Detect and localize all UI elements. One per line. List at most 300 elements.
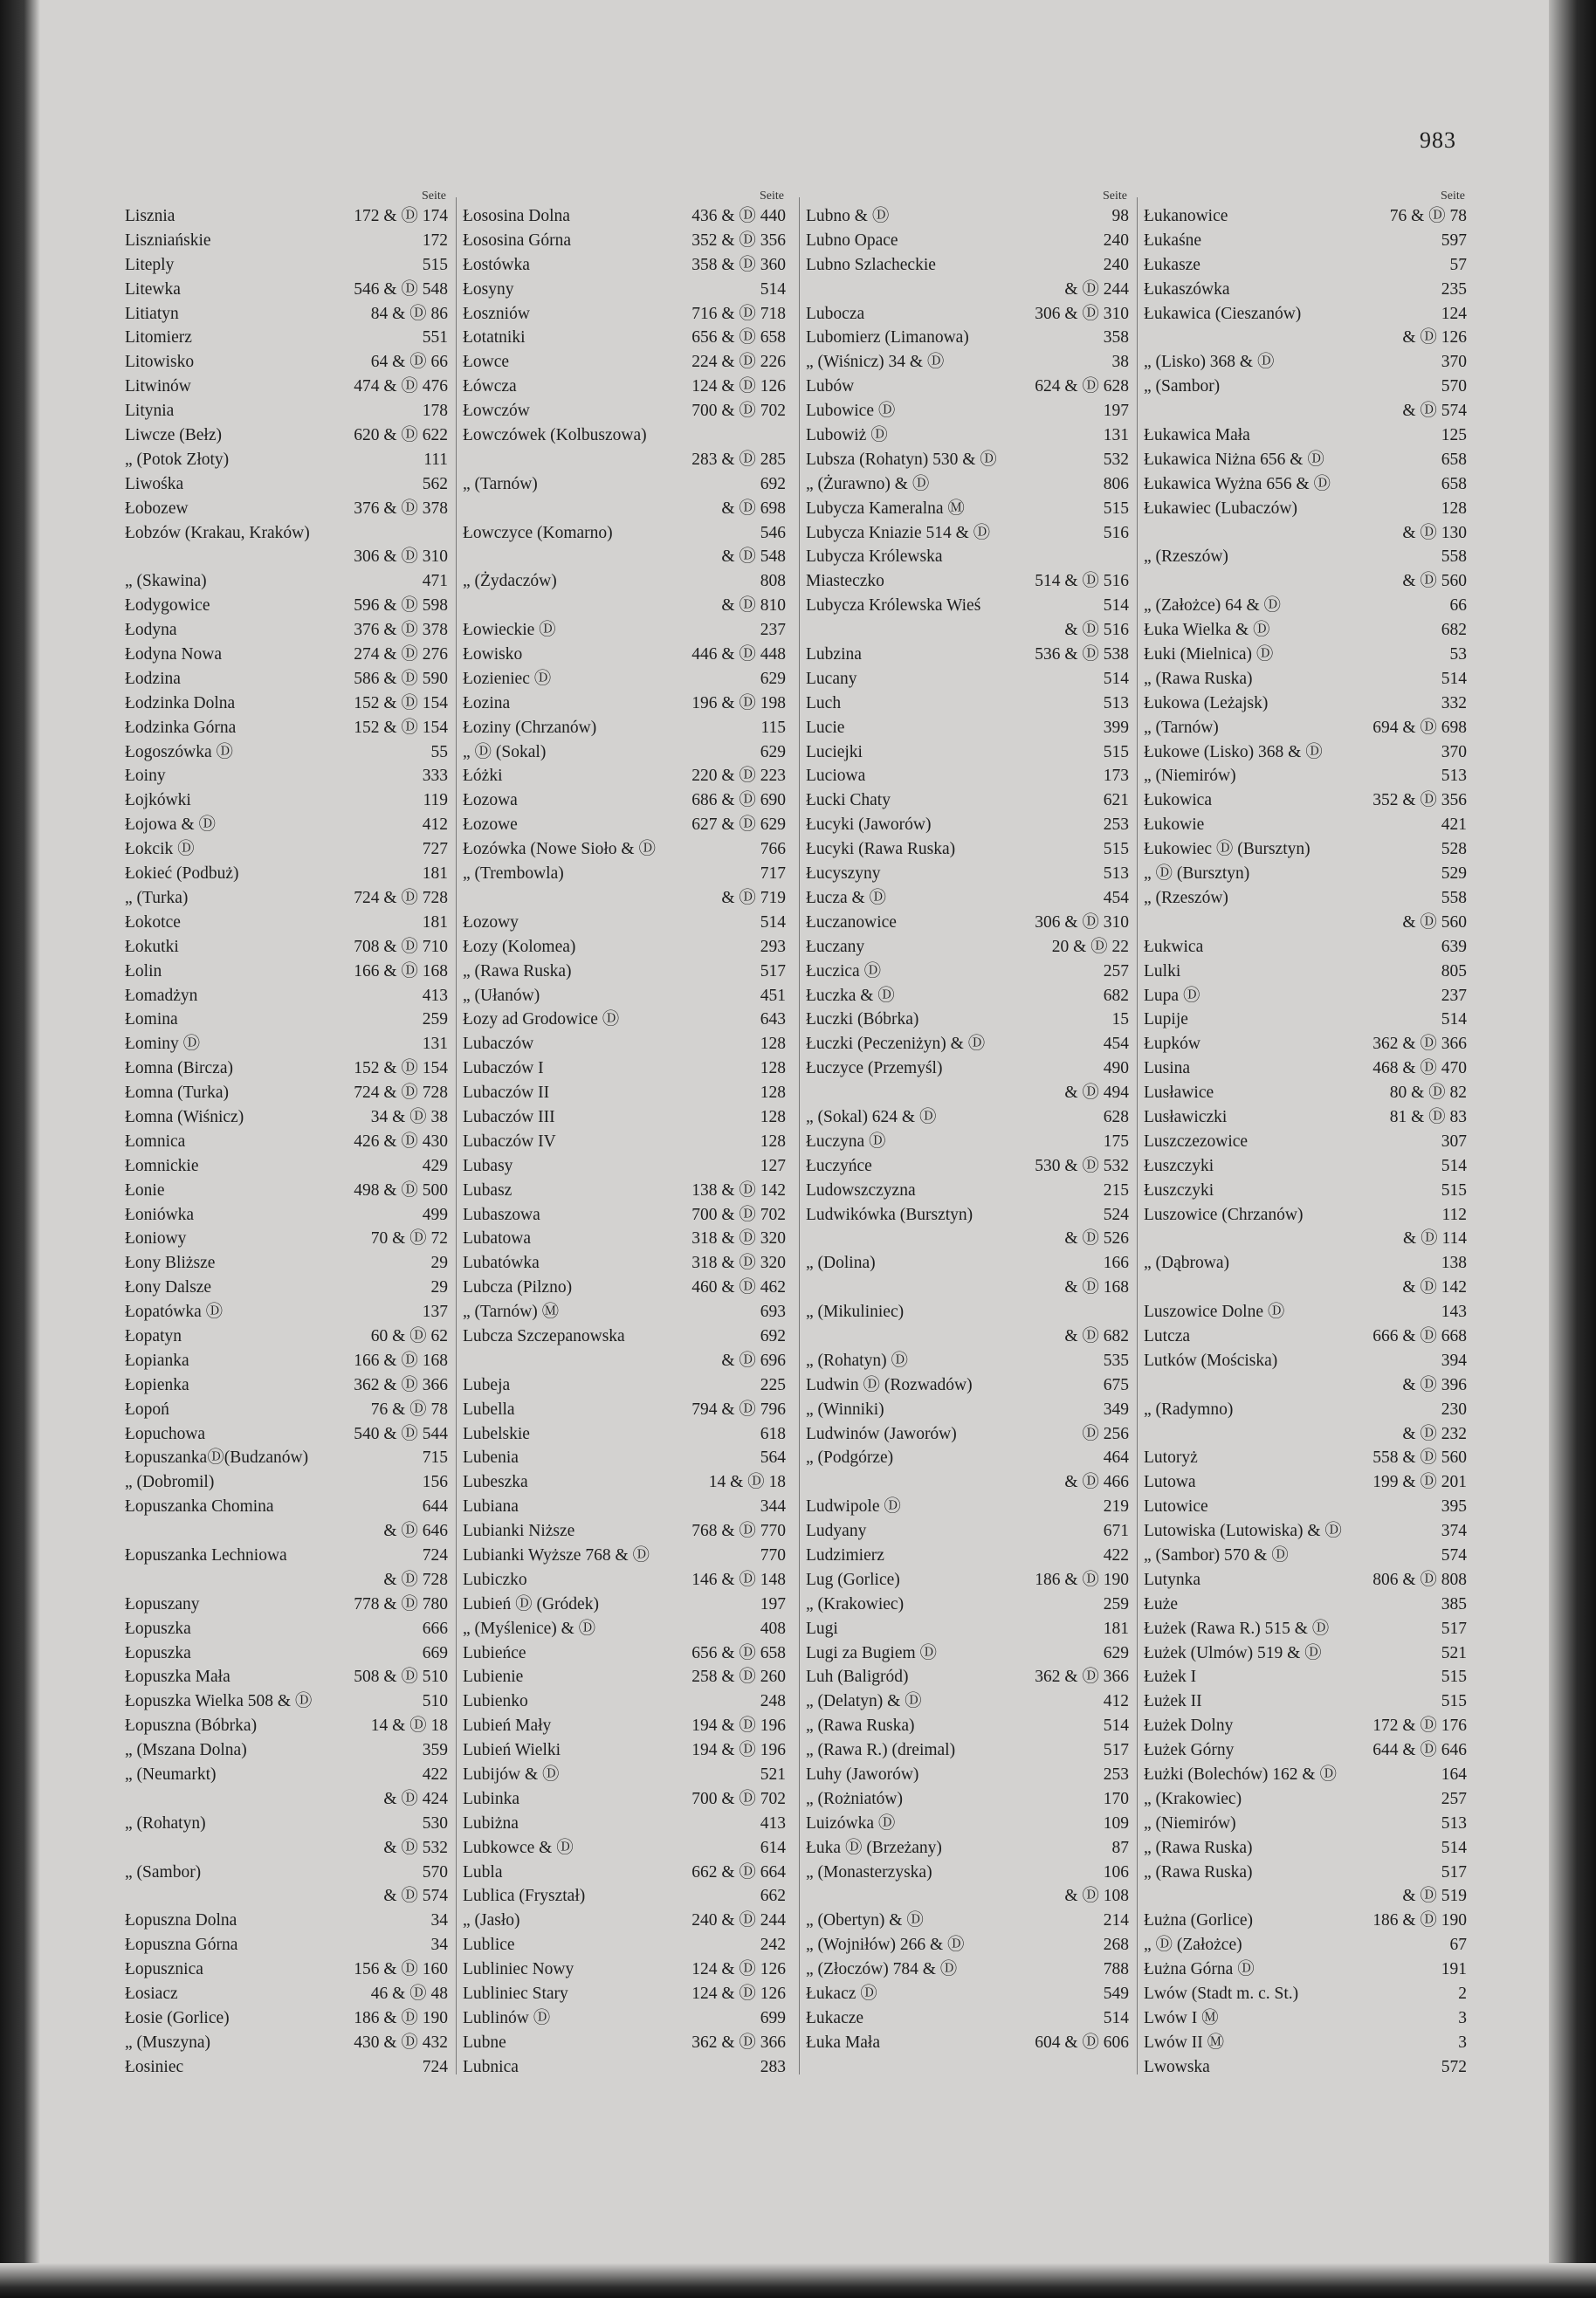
entry-place-name: „ (Podgórze) — [806, 1448, 894, 1468]
entry-page-ref: 274 & Ⓓ 276 — [354, 645, 448, 664]
entry-page-ref: 490 — [1103, 1059, 1129, 1078]
entry-page-ref: 408 — [760, 1619, 786, 1638]
index-entry — [1144, 1593, 1467, 1617]
entry-page-ref: 138 & Ⓓ 142 — [691, 1180, 786, 1200]
entry-page-ref: & Ⓓ 574 — [383, 1887, 448, 1906]
index-entry — [125, 935, 448, 960]
entry-place-name: „ (Jasło) — [463, 1911, 520, 1930]
entry-page-ref: 172 — [422, 230, 448, 250]
entry-place-name: Łuczka & Ⓓ — [806, 986, 895, 1005]
index-entry — [125, 764, 448, 788]
index-entry — [806, 545, 1129, 569]
entry-page-ref: 429 — [422, 1156, 448, 1175]
entry-page-ref: 15 — [1111, 1010, 1129, 1029]
index-entry — [463, 1957, 786, 1982]
entry-page-ref: 716 & Ⓓ 718 — [691, 304, 786, 323]
index-entry — [463, 1641, 786, 1666]
index-entry — [1144, 691, 1467, 716]
entry-page-ref: 352 & Ⓓ 356 — [1372, 791, 1467, 810]
index-entry — [463, 1933, 786, 1957]
entry-page-ref: 514 — [1103, 669, 1129, 688]
index-entry — [806, 1933, 1129, 1957]
entry-place-name: Lupa Ⓓ — [1144, 986, 1200, 1005]
entry-place-name: Luhy (Jaworów) — [806, 1765, 919, 1784]
index-entry — [463, 1787, 786, 1812]
entry-page-ref: 14 & Ⓓ 18 — [708, 1473, 786, 1492]
index-entry — [1144, 862, 1467, 886]
index-entry — [1144, 1422, 1467, 1447]
entry-place-name: Łuka Ⓓ (Brzeżany) — [806, 1838, 942, 1857]
entry-page-ref: 253 — [1103, 1765, 1129, 1784]
index-entry — [463, 788, 786, 813]
entry-page-ref: 152 & Ⓓ 154 — [354, 693, 448, 712]
index-entry — [806, 764, 1129, 788]
entry-page-ref: 620 & Ⓓ 622 — [354, 426, 448, 445]
entry-page-ref: 258 & Ⓓ 260 — [691, 1668, 786, 1687]
entry-place-name: Luszowice (Chrzanów) — [1144, 1205, 1304, 1224]
entry-page-ref: 422 — [1103, 1545, 1129, 1565]
index-entry — [806, 1665, 1129, 1689]
entry-place-name: „ (Rawa Ruska) — [1144, 1862, 1253, 1882]
entry-page-ref: 808 — [760, 572, 786, 591]
entry-page-ref: 385 — [1441, 1594, 1467, 1613]
scan-edge-right — [1549, 0, 1596, 2298]
entry-page-ref: 692 — [760, 474, 786, 493]
entry-page-ref: 535 — [1103, 1351, 1129, 1370]
index-entry — [125, 594, 448, 618]
entry-page-ref: 558 & Ⓓ 560 — [1372, 1448, 1467, 1468]
entry-page-ref: 352 & Ⓓ 356 — [691, 230, 786, 250]
entry-place-name: Lubień Mały — [463, 1717, 552, 1736]
entry-place-name: Lubaczów II — [463, 1084, 550, 1103]
index-entry — [806, 1568, 1129, 1593]
entry-page-ref: 570 — [1441, 377, 1467, 396]
entry-page-ref: 624 & Ⓓ 628 — [1035, 377, 1129, 396]
entry-place-name: Łucza & Ⓓ — [806, 888, 887, 907]
index-entry — [806, 2006, 1129, 2031]
entry-place-name: Łobozew — [125, 499, 189, 518]
entry-page-ref: 240 & Ⓓ 244 — [691, 1911, 786, 1930]
index-entry — [1144, 1982, 1467, 2006]
entry-place-name: Ludwinów (Jaworów) — [806, 1424, 957, 1443]
entry-place-name: Łopuszka Mała — [125, 1668, 230, 1687]
index-entry — [463, 960, 786, 984]
entry-page-ref: 240 — [1103, 255, 1129, 274]
entry-place-name: Ludzimierz — [806, 1545, 884, 1565]
index-entry — [806, 1812, 1129, 1836]
entry-place-name: Lutynka — [1144, 1570, 1200, 1589]
entry-place-name: Łokotce — [125, 912, 181, 932]
index-entry — [463, 1008, 786, 1032]
entry-page-ref: & Ⓓ 126 — [1402, 328, 1467, 347]
entry-page-ref: 76 & Ⓓ 78 — [1389, 207, 1467, 225]
index-entry — [463, 545, 786, 569]
entry-place-name: Lubkowce & Ⓓ — [463, 1838, 574, 1857]
entry-page-ref: 98 — [1111, 207, 1129, 225]
entry-page-ref: 186 & Ⓓ 190 — [1372, 1911, 1467, 1930]
index-entry — [806, 1179, 1129, 1203]
entry-page-ref: 38 — [1111, 353, 1129, 372]
index-entry — [125, 788, 448, 813]
entry-page-ref: 55 — [430, 742, 448, 761]
entry-page-ref: 515 — [1103, 499, 1129, 518]
entry-place-name: Łukowiec Ⓓ (Bursztyn) — [1144, 840, 1311, 859]
index-entry — [463, 253, 786, 278]
index-entry — [463, 448, 786, 472]
entry-place-name: Lubno Opace — [806, 230, 898, 250]
entry-place-name: Łuczany — [806, 937, 865, 956]
entry-page-ref: 643 — [760, 1010, 786, 1029]
index-entry — [806, 1714, 1129, 1738]
index-entry — [125, 740, 448, 765]
entry-place-name: Łukasze — [1144, 255, 1200, 274]
entry-page-ref: & Ⓓ 682 — [1064, 1326, 1129, 1345]
entry-page-ref: 362 & Ⓓ 366 — [354, 1375, 448, 1394]
entry-place-name: „ (Tarnów) Ⓜ — [463, 1303, 560, 1322]
entry-place-name: Litowisko — [125, 353, 195, 372]
entry-place-name: Liteply — [125, 255, 175, 274]
entry-place-name: Łopuszanka Chomina — [125, 1497, 274, 1517]
index-entry — [1144, 2055, 1467, 2080]
entry-page-ref: 597 — [1441, 230, 1467, 250]
entry-place-name: Luszczezowice — [1144, 1132, 1249, 1151]
entry-place-name: Luszowice Dolne Ⓓ — [1144, 1303, 1285, 1322]
entry-place-name: „ (Sambor) — [1144, 377, 1221, 396]
entry-page-ref: 430 & Ⓓ 432 — [354, 2033, 448, 2052]
index-entry — [463, 984, 786, 1008]
index-entry — [463, 1032, 786, 1056]
entry-page-ref: 656 & Ⓓ 658 — [691, 1643, 786, 1662]
entry-page-ref: 669 — [422, 1643, 448, 1662]
entry-place-name: Lubnica — [463, 2057, 519, 2076]
index-entry — [463, 278, 786, 302]
entry-page-ref: 349 — [1103, 1400, 1129, 1419]
entry-place-name: Lug (Gorlice) — [806, 1570, 900, 1589]
entry-page-ref: 34 & Ⓓ 38 — [370, 1107, 448, 1126]
entry-place-name: Łoniowy — [125, 1229, 187, 1249]
entry-place-name: Łopuszka Wielka 508 & Ⓓ — [125, 1692, 313, 1711]
scan-edge-bottom — [0, 2263, 1596, 2298]
entry-place-name: „ Ⓓ (Sokal) — [463, 742, 547, 761]
entry-page-ref: 166 — [1103, 1254, 1129, 1273]
entry-page-ref: 242 — [760, 1936, 786, 1955]
entry-place-name: Lubatówka — [463, 1254, 540, 1273]
entry-page-ref: 454 — [1103, 888, 1129, 907]
entry-place-name: „ (Wojniłów) 266 & Ⓓ — [806, 1936, 965, 1955]
index-entry — [806, 399, 1129, 423]
entry-page-ref: 558 — [1441, 888, 1467, 907]
entry-page-ref: 197 — [760, 1594, 786, 1613]
entry-place-name: Łóżki — [463, 767, 503, 786]
entry-page-ref: 293 — [760, 937, 786, 956]
entry-place-name: Łososina Górna — [463, 230, 572, 250]
index-entry — [1144, 1568, 1467, 1593]
entry-page-ref: 717 — [760, 864, 786, 884]
entry-place-name: Lusina — [1144, 1059, 1191, 1078]
index-entry — [463, 1665, 786, 1689]
index-entry — [1144, 278, 1467, 302]
index-entry — [125, 1689, 448, 1714]
entry-place-name: Lubzina — [806, 645, 862, 664]
index-entry — [463, 1495, 786, 1519]
entry-page-ref: 215 — [1103, 1180, 1129, 1200]
entry-place-name: „ (Rożniatów) — [806, 1789, 904, 1808]
index-entry — [1144, 1689, 1467, 1714]
entry-place-name: Lubaczów — [463, 1035, 534, 1054]
index-entry — [125, 278, 448, 302]
index-entry — [806, 1909, 1129, 1933]
entry-place-name: Luboczа — [806, 304, 865, 323]
index-entry — [463, 204, 786, 229]
index-entry — [806, 229, 1129, 253]
entry-page-ref: 399 — [1103, 718, 1129, 737]
index-entry — [1144, 545, 1467, 569]
entry-place-name: „ (Dobromil) — [125, 1473, 215, 1492]
entry-place-name: Lubomierz (Limanowa) — [806, 328, 969, 347]
index-entry — [806, 326, 1129, 350]
index-entry — [125, 1105, 448, 1130]
entry-place-name: „ Ⓓ (Założce) — [1144, 1936, 1242, 1955]
index-entry — [1144, 204, 1467, 229]
entry-page-ref: 471 — [422, 572, 448, 591]
entry-place-name: „ (Założce) 64 & Ⓓ — [1144, 596, 1282, 616]
index-entry — [463, 911, 786, 935]
entry-page-ref: 727 — [422, 840, 448, 859]
index-entry — [125, 1056, 448, 1081]
entry-place-name: Łowieckie Ⓓ — [463, 621, 556, 640]
index-entry — [125, 837, 448, 862]
index-entry — [125, 1982, 448, 2006]
entry-place-name: „ (Rawa Ruska) — [1144, 1838, 1253, 1857]
index-entry — [125, 1568, 448, 1593]
entry-page-ref: 514 — [1103, 2008, 1129, 2027]
index-entry — [806, 1105, 1129, 1130]
entry-page-ref: 115 — [760, 718, 786, 737]
index-entry — [125, 911, 448, 935]
entry-page-ref: 614 — [760, 1838, 786, 1857]
entry-place-name: Łojkówki — [125, 791, 191, 810]
entry-place-name: Łoziny (Chrzanów) — [463, 718, 597, 737]
entry-place-name: „ (Krakowiec) — [1144, 1789, 1242, 1808]
entry-page-ref: 574 — [1441, 1545, 1467, 1565]
entry-place-name: Łowczyce (Komarno) — [463, 523, 613, 542]
entry-page-ref: 468 & Ⓓ 470 — [1372, 1059, 1467, 1078]
entry-place-name: Lubowiż Ⓓ — [806, 426, 888, 445]
index-entry — [1144, 594, 1467, 618]
entry-page-ref: 412 — [422, 815, 448, 835]
entry-place-name: Łopatówka Ⓓ — [125, 1303, 224, 1322]
index-entry — [125, 399, 448, 423]
entry-page-ref: 70 & Ⓓ 72 — [370, 1229, 448, 1249]
entry-page-ref: 124 & Ⓓ 126 — [691, 1985, 786, 2004]
entry-place-name: Lubianki Wyższe 768 & Ⓓ — [463, 1545, 650, 1565]
entry-place-name: „ (Monasterzyska) — [806, 1862, 932, 1882]
entry-place-name: Łostówka — [463, 255, 530, 274]
entry-page-ref: 530 — [422, 1813, 448, 1833]
index-entry — [463, 740, 786, 765]
entry-page-ref: 540 & Ⓓ 544 — [354, 1424, 448, 1443]
index-entry — [806, 1689, 1129, 1714]
entry-place-name: Łużek (Rawa R.) 515 & Ⓓ — [1144, 1619, 1330, 1638]
entry-place-name: Łówcza — [463, 377, 517, 396]
index-entry — [806, 1861, 1129, 1885]
entry-page-ref: 359 — [422, 1741, 448, 1760]
entry-page-ref: 152 & Ⓓ 154 — [354, 718, 448, 737]
index-entry — [125, 1470, 448, 1495]
index-entry — [125, 1519, 448, 1544]
index-entry — [463, 472, 786, 497]
entry-place-name: „ (Dąbrowa) — [1144, 1254, 1229, 1273]
entry-page-ref: 627 & Ⓓ 629 — [691, 815, 786, 835]
column-entries — [463, 204, 786, 2080]
entry-page-ref: 370 — [1441, 353, 1467, 372]
entry-place-name: Łużna (Gorlice) — [1144, 1911, 1254, 1930]
entry-place-name: Lisznia — [125, 207, 175, 225]
entry-place-name: Łosiacz — [125, 1985, 178, 2004]
entry-page-ref: 558 — [1441, 547, 1467, 567]
index-entry — [463, 350, 786, 375]
entry-page-ref: 629 — [760, 742, 786, 761]
index-entry — [1144, 984, 1467, 1008]
entry-place-name: Lutowice — [1144, 1497, 1208, 1517]
index-entry — [1144, 1933, 1467, 1957]
column-divider — [1137, 197, 1138, 2074]
column-header: Seite — [760, 189, 784, 203]
index-entry — [1144, 1154, 1467, 1179]
entry-page-ref: 515 — [1441, 1668, 1467, 1687]
entry-page-ref: 333 — [422, 767, 448, 786]
entry-page-ref: 656 & Ⓓ 658 — [691, 328, 786, 347]
index-entry — [1144, 935, 1467, 960]
entry-page-ref: 715 — [422, 1448, 448, 1468]
entry-page-ref: 629 — [1103, 1643, 1129, 1662]
index-entry — [1144, 1957, 1467, 1982]
entry-page-ref: 724 — [422, 1545, 448, 1565]
entry-place-name: Lubycza Kniazie 514 & Ⓓ — [806, 523, 991, 542]
entry-place-name: Łuże — [1144, 1594, 1178, 1613]
index-entry — [463, 691, 786, 716]
index-entry — [463, 1276, 786, 1300]
entry-page-ref: 513 — [1441, 767, 1467, 786]
entry-place-name: Łopuszka — [125, 1619, 191, 1638]
index-entry — [806, 1227, 1129, 1251]
entry-page-ref: 128 — [760, 1107, 786, 1126]
entry-page-ref: 806 — [1103, 474, 1129, 493]
entry-place-name: Łuczica Ⓓ — [806, 961, 882, 980]
entry-page-ref: 225 — [760, 1375, 786, 1394]
index-entry — [806, 740, 1129, 765]
index-entry — [806, 813, 1129, 837]
entry-place-name: Lubenia — [463, 1448, 519, 1468]
index-entry — [806, 497, 1129, 521]
entry-place-name: „ Ⓓ (Bursztyn) — [1144, 864, 1250, 884]
entry-page-ref: 768 & Ⓓ 770 — [691, 1522, 786, 1541]
index-entry — [806, 1763, 1129, 1787]
index-entry — [125, 1227, 448, 1251]
index-entry — [1144, 886, 1467, 911]
entry-place-name: Łużek Dolny — [1144, 1717, 1234, 1736]
entry-page-ref: 675 — [1103, 1375, 1129, 1394]
index-entry — [806, 1519, 1129, 1544]
entry-page-ref: 181 — [1103, 1619, 1129, 1638]
index-entry — [463, 2006, 786, 2031]
index-entry — [806, 837, 1129, 862]
entry-place-name: „ (Tarnów) — [1144, 718, 1219, 737]
index-entry — [125, 2055, 448, 2080]
entry-place-name: Łogoszówka Ⓓ — [125, 742, 234, 761]
index-entry — [463, 1203, 786, 1228]
index-entry — [125, 326, 448, 350]
entry-page-ref: 111 — [423, 450, 448, 469]
entry-place-name: Łowczów — [463, 402, 530, 421]
index-entry — [1144, 1519, 1467, 1544]
column-header: Seite — [1103, 189, 1127, 203]
entry-place-name: Lutków (Mościska) — [1144, 1351, 1278, 1370]
entry-page-ref: 686 & Ⓓ 690 — [691, 791, 786, 810]
index-column-3 — [806, 189, 1129, 2055]
entry-page-ref: 413 — [760, 1813, 786, 1833]
index-entry — [463, 1470, 786, 1495]
entry-place-name: Łomna (Turka) — [125, 1084, 229, 1103]
entry-place-name: „ (Delatyn) & Ⓓ — [806, 1692, 922, 1711]
entry-place-name: Luizówka Ⓓ — [806, 1813, 896, 1833]
index-entry — [806, 1884, 1129, 1909]
entry-page-ref: 318 & Ⓓ 320 — [691, 1254, 786, 1273]
entry-page-ref: 514 & Ⓓ 516 — [1035, 572, 1129, 591]
entry-place-name: Łuszczyki — [1144, 1156, 1214, 1175]
entry-page-ref: 128 — [1441, 499, 1467, 518]
entry-page-ref: 451 — [760, 986, 786, 1005]
entry-place-name: Łoiny — [125, 767, 166, 786]
entry-place-name: Łużek I — [1144, 1668, 1197, 1687]
entry-page-ref: & Ⓓ 696 — [721, 1351, 786, 1370]
index-entry — [1144, 960, 1467, 984]
index-entry — [806, 1081, 1129, 1105]
entry-place-name: Lutowiska (Lutowiska) & Ⓓ — [1144, 1522, 1342, 1541]
entry-place-name: „ (Rohatyn) — [125, 1813, 206, 1833]
entry-page-ref: & Ⓓ 526 — [1064, 1229, 1129, 1249]
entry-place-name: Litiatyn — [125, 304, 179, 323]
index-entry — [125, 1179, 448, 1203]
index-entry — [125, 1665, 448, 1689]
entry-page-ref: & Ⓓ 532 — [383, 1838, 448, 1857]
index-entry — [806, 1251, 1129, 1276]
entry-page-ref: 125 — [1441, 426, 1467, 445]
entry-page-ref: 693 — [760, 1303, 786, 1322]
index-entry — [125, 2031, 448, 2055]
index-entry — [1144, 1227, 1467, 1251]
index-entry — [1144, 1179, 1467, 1203]
entry-page-ref: 700 & Ⓓ 702 — [691, 1205, 786, 1224]
index-column-4 — [1144, 189, 1467, 2080]
index-entry — [1144, 448, 1467, 472]
entry-place-name: „ (Rzeszów) — [1144, 547, 1228, 567]
index-entry — [125, 1909, 448, 1933]
entry-page-ref: 536 & Ⓓ 538 — [1035, 645, 1129, 664]
entry-place-name: „ (Rawa Ruska) — [1144, 669, 1253, 688]
index-entry — [1144, 667, 1467, 691]
entry-page-ref: 508 & Ⓓ 510 — [354, 1668, 448, 1687]
entry-page-ref: 119 — [423, 791, 448, 810]
entry-place-name: „ (Niemirów) — [1144, 767, 1236, 786]
entry-place-name: „ (Rawa R.) (dreimal) — [806, 1741, 956, 1760]
entry-page-ref: & Ⓓ 168 — [1064, 1278, 1129, 1297]
index-entry — [806, 643, 1129, 667]
entry-place-name: Łuka Wielka & Ⓓ — [1144, 621, 1270, 640]
entry-page-ref: 596 & Ⓓ 598 — [354, 596, 448, 616]
entry-place-name: Łominy Ⓓ — [125, 1035, 201, 1054]
index-entry — [463, 716, 786, 740]
